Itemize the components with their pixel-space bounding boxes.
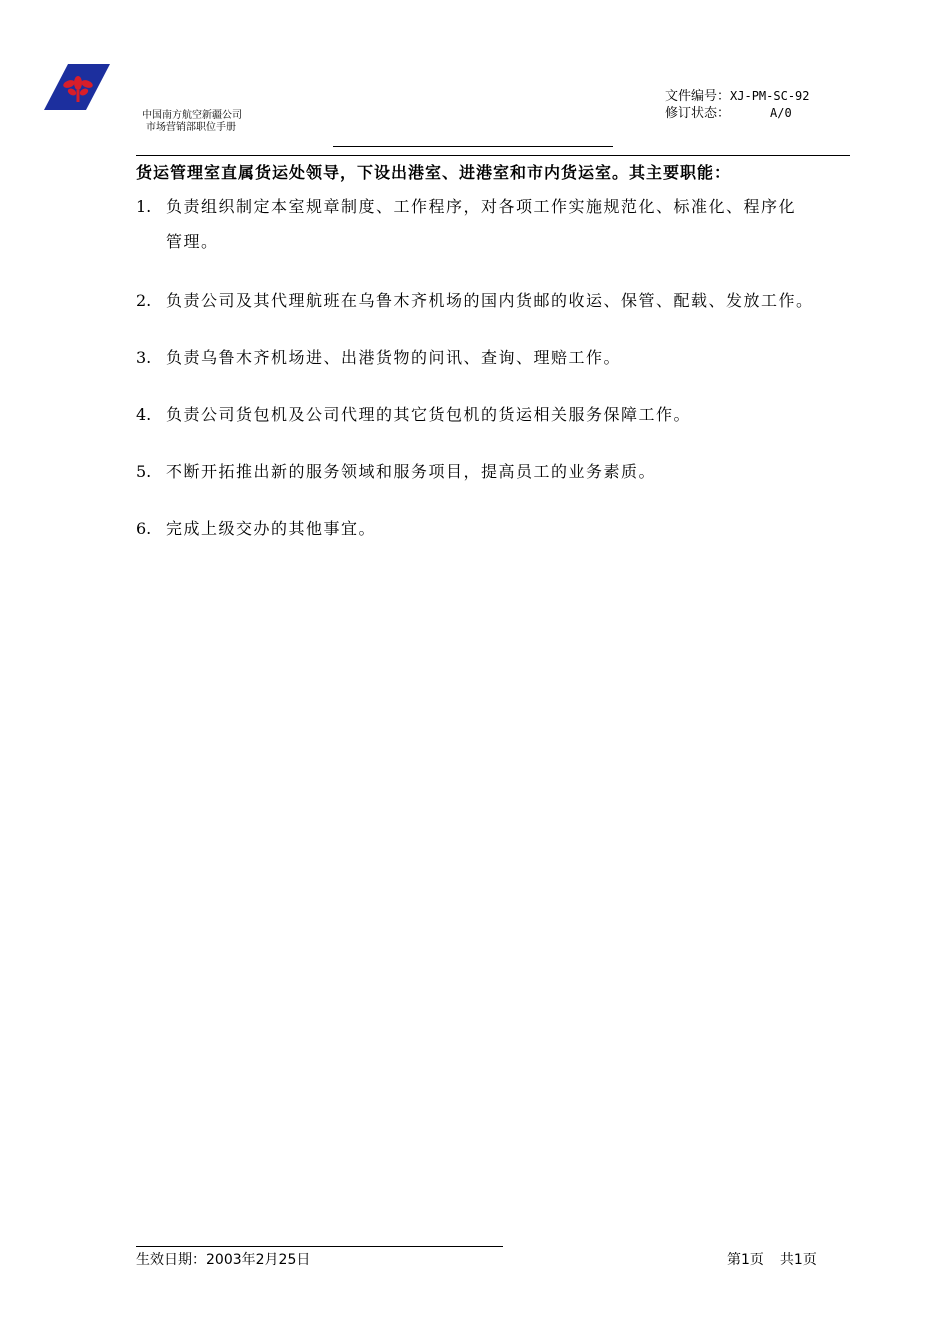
duty-item-4 [136, 402, 691, 425]
duty-item-1 [136, 194, 796, 252]
duty-text: 完成上级交办的其他事宜。 [166, 519, 377, 538]
page-total: 共1页 [779, 1252, 817, 1268]
duty-text: 负责乌鲁木齐机场进、出港货物的问讯、查询、理赔工作。 [166, 348, 622, 367]
section-intro: 货运管理室直属货运处领导，下设出港室、进港室和市内货运室。其主要职能： [136, 163, 732, 182]
header-rule [136, 155, 850, 156]
revision-value: A/0 [770, 106, 792, 120]
page-indicator [727, 1249, 817, 1269]
duty-number: 1. [136, 197, 152, 216]
duty-number: 5. [136, 462, 152, 481]
duty-text-continued: 管理。 [166, 232, 219, 251]
duty-item-5 [136, 459, 656, 482]
duty-item-6 [136, 516, 376, 539]
duty-item-2 [136, 288, 814, 311]
page-current: 第1页 [727, 1252, 764, 1268]
duty-number: 6. [136, 519, 152, 538]
duty-item-3 [136, 345, 621, 368]
duty-number: 4. [136, 405, 152, 424]
duty-text: 负责公司及其代理航班在乌鲁木齐机场的国内货邮的收运、保管、配载、发放工作。 [166, 291, 814, 310]
doc-number-label: 文件编号： [665, 89, 731, 104]
header-short-rule [333, 146, 613, 147]
company-line-1: 中国南方航空新疆公司 [142, 110, 242, 121]
footer-rule [136, 1246, 503, 1247]
document-info [665, 88, 810, 122]
company-line-2: 市场营销部职位手册 [146, 122, 236, 133]
duty-number: 3. [136, 348, 152, 367]
company-name [142, 110, 242, 134]
duty-text: 负责公司货包机及公司代理的其它货包机的货运相关服务保障工作。 [166, 405, 692, 424]
duty-number: 2. [136, 291, 152, 310]
china-southern-logo-icon [42, 64, 110, 112]
duty-text: 负责组织制定本室规章制度、工作程序，对各项工作实施规范化、标准化、程序化 [166, 197, 797, 216]
effective-date: 生效日期：2003年2月25日 [136, 1252, 311, 1268]
revision-label: 修订状态： [665, 106, 731, 121]
duty-text: 不断开拓推出新的服务领域和服务项目，提高员工的业务素质。 [166, 462, 657, 481]
doc-number-value: XJ-PM-SC-92 [730, 89, 810, 103]
